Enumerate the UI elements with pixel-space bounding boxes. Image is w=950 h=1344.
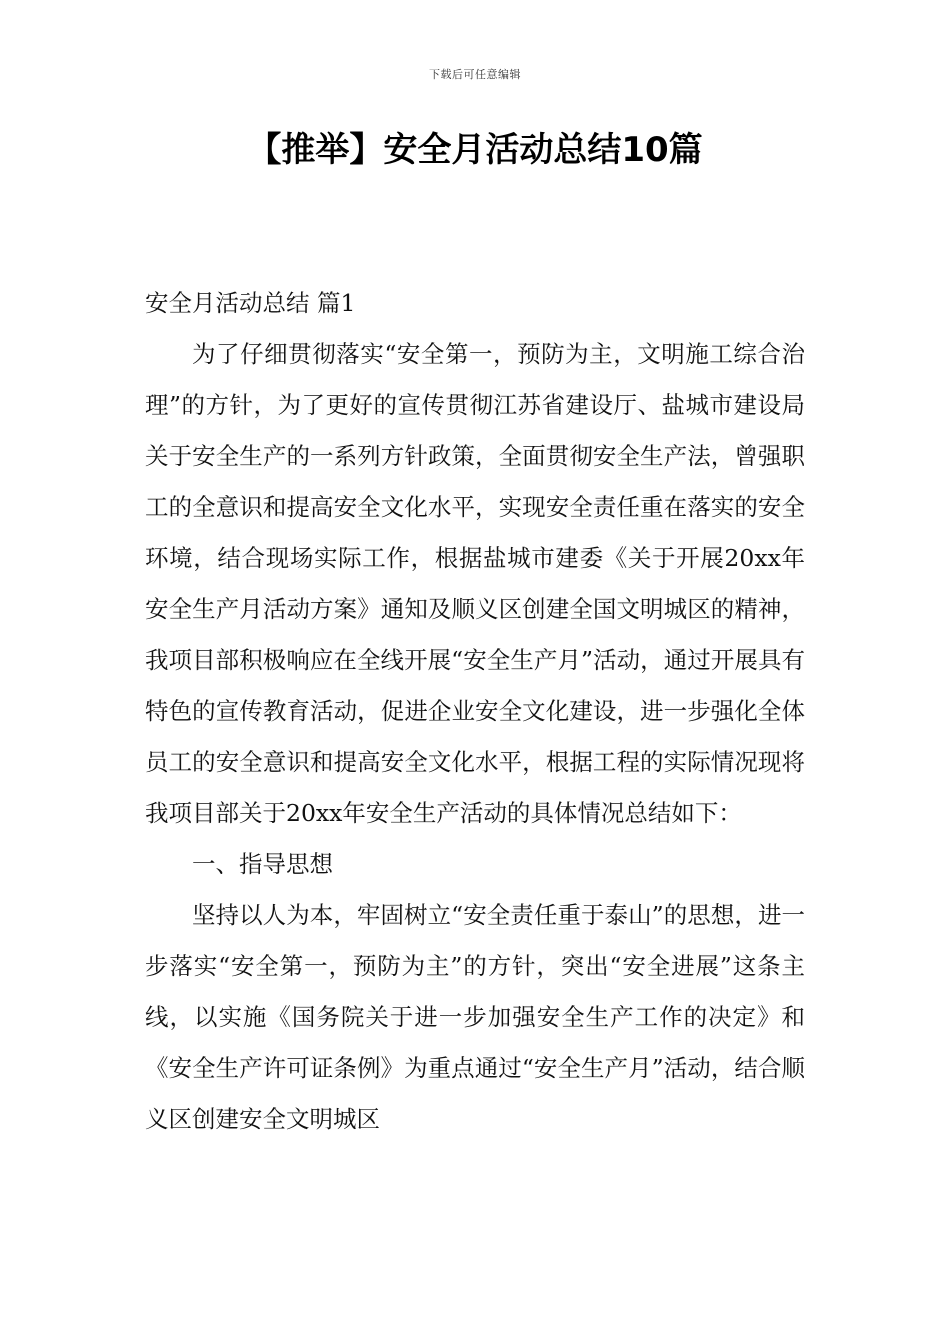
section-heading: 安全月活动总结 篇1 [145, 289, 356, 317]
body-paragraph-1: 为了仔细贯彻落实“安全第一，预防为主，文明施工综合治理”的方针，为了更好的宣传贯彻江苏省建设厅、盐城市建设局关于安全生产的一系列方针政策，全面贯彻安全生产法，曾强职工的全意识和提高安全文化水平，实现安全责任重在落实的安全环境，结合现场实际工作，根据盐城市建委《关于开展20xx年安全生产月活动方案》通知及顺义区创建全国文明城区的精神，我项目部积极响应在全线开展“安全生产月”活动，通过开展具有特色的宣传教育活动，促进企业安全文化建设，进一步强化全体员工的安全意识和提高安全文化水平，根据工程的实际情况现将我项目部关于20xx年安全生产活动的具体情况总结如下： [145, 340, 805, 827]
document-title: 【推举】安全月活动总结10篇 [247, 130, 703, 170]
header-note: 下载后可任意编辑 [429, 68, 521, 81]
body-paragraph-2: 坚持以人为本，牢固树立“安全责任重于泰山”的思想，进一步落实“安全第一，预防为主”的方针，突出“安全进展”这条主线，以实施《国务院关于进一步加强安全生产工作的决定》和《安全生产许可证条例》为重点通过“安全生产月”活动，结合顺义区创建安全文明城区 [145, 901, 805, 1133]
subheading-guiding-thought: 一、指导思想 [192, 850, 333, 878]
document-body [145, 278, 805, 1145]
